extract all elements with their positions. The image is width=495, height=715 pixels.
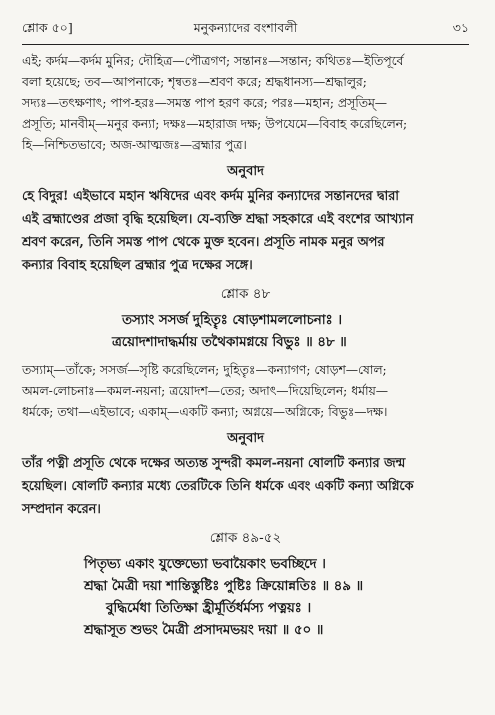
verse-line: শ্রদ্ধা মৈত্রী দয়া শান্তিস্তুষ্টিঃ পুষ্টিঃ ক্রিয়োন্নতিঃ ॥ ৪৯ ॥ [84, 579, 364, 594]
text-line: ধর্মকে; তথা—এইভাবে; একাম্—একটি কন্যা; অগ্নয়ে—অগ্নিকে; বিভুঃ—দক্ষ। [22, 405, 388, 419]
text-line: অমল-লোচনাঃ—কমল-নয়না; ত্রয়োদশ—তের; অদাৎ—দিয়েছিলেন; ধর্মায়— [22, 384, 389, 398]
verse-48-title: শ্লোক ৪৮ [220, 286, 271, 302]
text-line: হে বিদুর! এইভাবে মহান ঋষিদের এবং কর্দম মুনির কন্যাদের সন্তানদের দ্বারা [22, 189, 400, 204]
header-verse-ref: শ্লোক ৫০] [22, 20, 73, 35]
page-number: ৩১ [452, 20, 469, 35]
word-meaning-1 [22, 51, 469, 156]
header-title: মনুকন্যাদের বংশাবলী [193, 20, 298, 35]
translation-heading: অনুবাদ [227, 431, 264, 446]
verse-line: তস্যাং সসর্জ দুহিতৄঃ ষোড়শামললোচনাঃ । [122, 313, 343, 328]
verse-line: পিতৃভ্য একাং যুক্তেভ্যো ভবায়ৈকাং ভবচ্ছিদে । [84, 557, 326, 572]
text-line: হয়েছিল। ষোলটি কন্যার মধ্যে তেরটিকে তিনি ধর্মকে এবং একটি কন্যা অগ্নিকে [22, 479, 414, 494]
text-line: কন্যার বিবাহ হয়েছিল ব্রহ্মার পুত্র দক্ষের সঙ্গে। [22, 258, 253, 273]
text-line: তাঁর পত্নী প্রসূতি থেকে দক্ষের অত্যন্ত সুন্দরী কমল-নয়না ষোলটি কন্যার জন্ম [22, 456, 406, 471]
text-line: সম্প্রদান করেন। [22, 502, 101, 517]
translation-2 [22, 452, 469, 521]
text-line: প্রসূতি; মানবীম্—মনুর কন্যা; দক্ষঃ—মহারাজ দক্ষ; উপযেমে—বিবাহ করেছিলেন; [22, 117, 408, 131]
text-line: শ্রবণ করেন, তিনি সমস্ত পাপ থেকে মুক্ত হবেন। প্রসূতি নামক মনুর অপর [22, 235, 385, 250]
translation-1 [22, 185, 469, 277]
text-line: বলা হয়েছে; তব—আপনাকে; শৃন্বতঃ—শ্রবণ করে; শ্রদ্ধধানস্য—শ্রদ্ধালুর; [22, 75, 367, 89]
text-line: এই ব্রহ্মাণ্ডের প্রজা বৃদ্ধি হয়েছিল। যে-ব্যক্তি শ্রদ্ধা সহকারে এই বংশের আখ্যান [22, 212, 414, 227]
verse-line: বুদ্ধির্মেধা তিতিক্ষা হ্রীর্মূর্তির্ধর্মস্য পত্নয়ঃ । [106, 601, 312, 616]
verse-line: শ্রদ্ধাসূত শুভং মৈত্রী প্রসাদমভয়ং দয়া ॥ ৫০ ॥ [84, 623, 324, 638]
verse-49-52-title: শ্লোক ৪৯-৫২ [209, 530, 282, 546]
word-meaning-2 [22, 360, 469, 423]
verse-48 [22, 310, 469, 354]
translation-heading: অনুবাদ [227, 164, 264, 179]
page-header [22, 14, 469, 45]
text-line: তস্যাম্—তাঁকে; সসর্জ—সৃষ্টি করেছিলেন; দুহিতৄঃ—কন্যাগণ; ষোড়শ—ষোল; [22, 363, 387, 377]
text-line: হি—নিশ্চিতভাবে; অজ-আত্মজঃ—ব্রহ্মার পুত্র। [22, 138, 247, 152]
book-page [0, 14, 495, 715]
text-line: এই; কর্দম—কর্দম মুনির; দৌহিত্র—পৌত্রগণ; সন্তানঃ—সন্তান; কথিতঃ—ইতিপূর্বে [22, 54, 404, 68]
verse-line: ত্রয়োদশাদাদ্ধর্মায় তথৈকামগ্নয়ে বিভুঃ ॥ ৪৮ ॥ [112, 335, 347, 350]
verse-49-52 [22, 554, 469, 642]
text-line: সদ্যঃ—তৎক্ষণাৎ; পাপ-হরঃ—সমস্ত পাপ হরণ করে; পরঃ—মহান; প্রসূতিম্— [22, 96, 388, 110]
